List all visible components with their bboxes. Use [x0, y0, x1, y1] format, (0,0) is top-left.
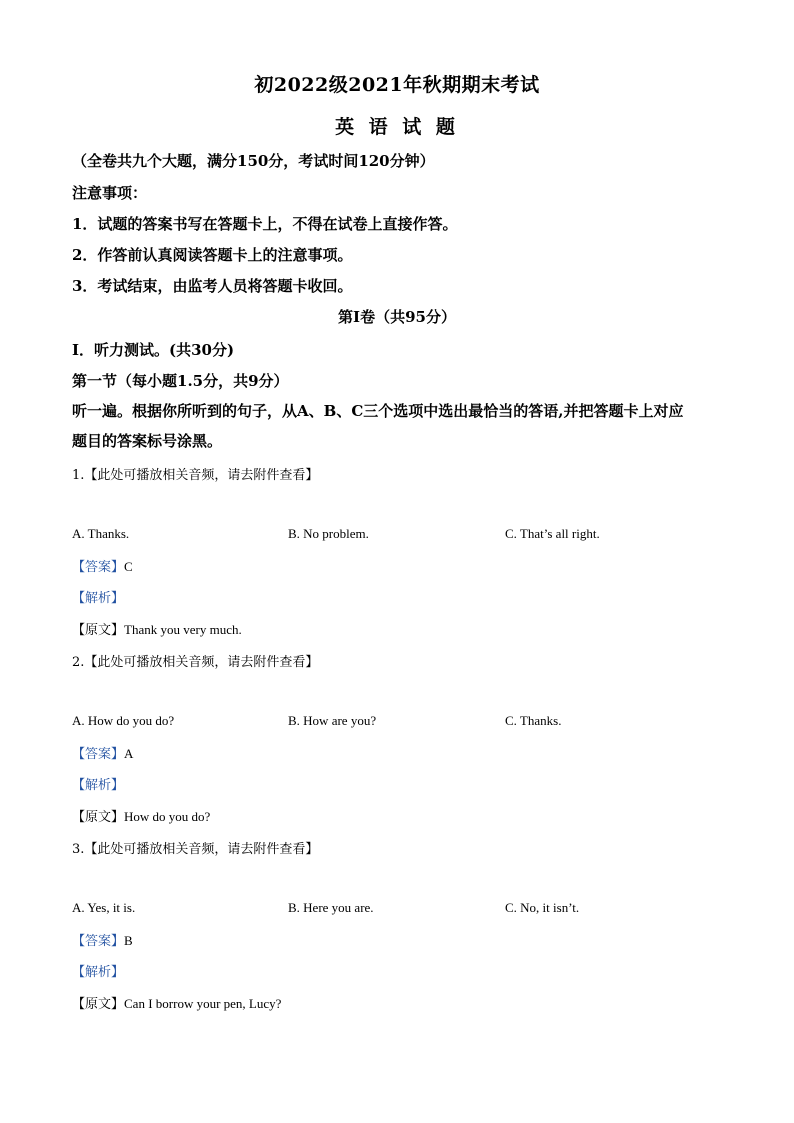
- answer-label: 【答案】: [72, 560, 125, 575]
- option-b: B. Here you are.: [288, 900, 374, 915]
- part-heading: 第Ⅰ卷（共95分）: [338, 308, 456, 326]
- analysis-label: 【解析】: [72, 591, 125, 606]
- original-label: 【原文】: [72, 623, 125, 638]
- original-row: [72, 619, 242, 638]
- answer-row: [72, 556, 133, 575]
- answer-value: B: [124, 933, 133, 948]
- original-label: 【原文】: [72, 997, 125, 1012]
- question-prompt: 2.【此处可播放相关音频，请去附件查看】: [72, 655, 319, 670]
- answer-value: C: [124, 559, 133, 574]
- question-prompt: 3.【此处可播放相关音频，请去附件查看】: [72, 842, 319, 857]
- original-row: [72, 806, 210, 825]
- instruction-line: 听一遍。根据你所听到的句子，从A、B、C三个选项中选出最恰当的答语,并把答题卡上对应: [72, 402, 684, 420]
- exam-info: （全卷共九个大题，满分150分，考试时间120分钟）: [72, 152, 435, 170]
- original-row: [72, 993, 281, 1012]
- answer-row: [72, 930, 133, 949]
- option-a: A. Thanks.: [72, 526, 130, 541]
- option-b: B. No problem.: [288, 526, 369, 541]
- analysis-label: 【解析】: [72, 778, 125, 793]
- answer-label: 【答案】: [72, 934, 125, 949]
- answer-row: [72, 743, 133, 762]
- exam-title: 初2022级2021年秋期期末考试: [254, 74, 540, 96]
- option-c: C. That’s all right.: [505, 526, 600, 541]
- option-a: A. How do you do?: [72, 713, 175, 728]
- notice-item: 1．试题的答案书写在答题卡上，不得在试卷上直接作答。: [72, 215, 458, 233]
- instruction-line: 题目的答案标号涂黑。: [72, 432, 223, 450]
- question-prompt: 1.【此处可播放相关音频，请去附件查看】: [72, 468, 319, 483]
- original-text: How do you do?: [124, 809, 211, 824]
- original-text: Can I borrow your pen, Lucy?: [124, 996, 282, 1011]
- option-c: C. No, it isn’t.: [505, 900, 580, 915]
- subject-title: 英 语 试 题: [335, 116, 459, 138]
- option-b: B. How are you?: [288, 713, 377, 728]
- analysis-label: 【解析】: [72, 965, 125, 980]
- original-label: 【原文】: [72, 810, 125, 825]
- notice-item: 2．作答前认真阅读答题卡上的注意事项。: [72, 246, 353, 264]
- option-a: A. Yes, it is.: [72, 900, 136, 915]
- answer-value: A: [124, 746, 134, 761]
- subsection-title: 第一节（每小题1.5分，共9分）: [72, 372, 289, 390]
- notice-item: 3．考试结束，由监考人员将答题卡收回。: [72, 277, 353, 295]
- original-text: Thank you very much.: [124, 622, 242, 637]
- answer-label: 【答案】: [72, 747, 125, 762]
- notice-heading: 注意事项：: [72, 184, 148, 202]
- section-title: I．听力测试。(共30分): [72, 341, 235, 359]
- option-c: C. Thanks.: [505, 713, 562, 728]
